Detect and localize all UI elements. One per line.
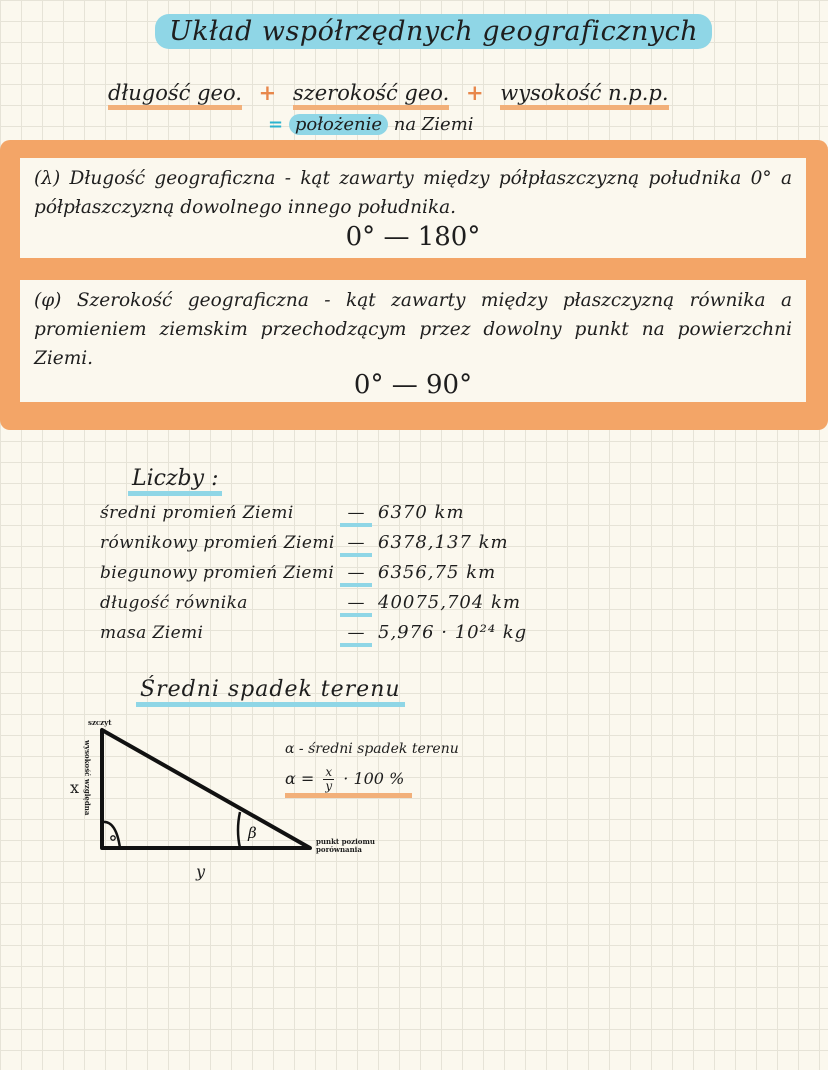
result-highlight: położenie xyxy=(289,114,388,135)
angle-arc xyxy=(238,812,240,848)
list-item xyxy=(100,592,521,617)
number-label: masa Ziemi xyxy=(100,623,204,643)
label-y: y xyxy=(196,862,206,881)
formula-longitude: długość geo. xyxy=(108,81,242,110)
latitude-definition: (φ) Szerokość geograficzna - kąt zawarty między płaszczyzną równika a promieniem ziemskim przechodzącym przez dowolny punkt na powierzchni Ziemi. xyxy=(34,290,792,369)
formula-latitude: szerokość geo. xyxy=(293,81,449,110)
list-item xyxy=(100,502,465,527)
right-angle-dot xyxy=(111,836,115,840)
longitude-card xyxy=(20,158,806,258)
formula-lhs: α = xyxy=(285,769,315,788)
numbers-heading: Liczby : xyxy=(128,466,222,496)
label-x: x xyxy=(70,778,80,797)
dash: — xyxy=(340,593,372,617)
number-label: długość równika xyxy=(100,593,248,613)
relative-height-label: wysokość względna xyxy=(83,740,92,816)
right-angle-mark xyxy=(102,822,120,848)
dash: — xyxy=(340,533,372,557)
latitude-card xyxy=(20,280,806,402)
number-value: 40075,704 km xyxy=(378,592,522,613)
slope-heading: Średni spadek terenu xyxy=(136,677,405,707)
list-item xyxy=(100,622,527,647)
number-value: 5,976 · 10²⁴ kg xyxy=(378,622,528,643)
equals-sign: = xyxy=(268,114,284,135)
dash: — xyxy=(340,563,372,587)
longitude-range: 0° — 180° xyxy=(345,222,481,252)
list-item xyxy=(100,532,509,557)
plus-sign: + xyxy=(465,80,484,105)
latitude-range: 0° — 90° xyxy=(353,370,473,400)
number-value: 6378,137 km xyxy=(378,532,509,553)
formula-result xyxy=(268,114,474,135)
slope-definition: α - średni spadek terenu xyxy=(285,741,459,757)
plus-sign: + xyxy=(258,80,277,105)
slope-formula xyxy=(285,766,412,798)
number-label: biegunowy promień Ziemi xyxy=(100,563,335,583)
comparison-point-label: punkt poziomu porównania xyxy=(316,837,375,854)
formula-altitude: wysokość n.p.p. xyxy=(500,81,668,110)
fraction xyxy=(323,766,334,793)
page-title: Układ współrzędnych geograficznych xyxy=(155,14,712,49)
triangle-shape xyxy=(102,730,310,848)
list-item xyxy=(100,562,496,587)
dash: — xyxy=(340,503,372,527)
fraction-numerator: x xyxy=(325,765,333,779)
number-label: średni promień Ziemi xyxy=(100,503,294,523)
result-rest: na Ziemi xyxy=(393,114,474,135)
angle-beta: β xyxy=(248,824,257,842)
number-value: 6356,75 km xyxy=(378,562,497,583)
number-value: 6370 km xyxy=(378,502,465,523)
formula-rhs: · 100 % xyxy=(343,769,405,788)
number-label: równikowy promień Ziemi xyxy=(100,533,335,553)
apex-label: szczyt xyxy=(88,718,112,727)
dash: — xyxy=(340,623,372,647)
coordinates-formula xyxy=(108,80,679,105)
fraction-denominator: y xyxy=(325,779,333,793)
longitude-definition: (λ) Długość geograficzna - kąt zawarty między półpłaszczyzną południka 0° a półpłaszczyzną dowolnego innego południka. xyxy=(34,168,792,218)
